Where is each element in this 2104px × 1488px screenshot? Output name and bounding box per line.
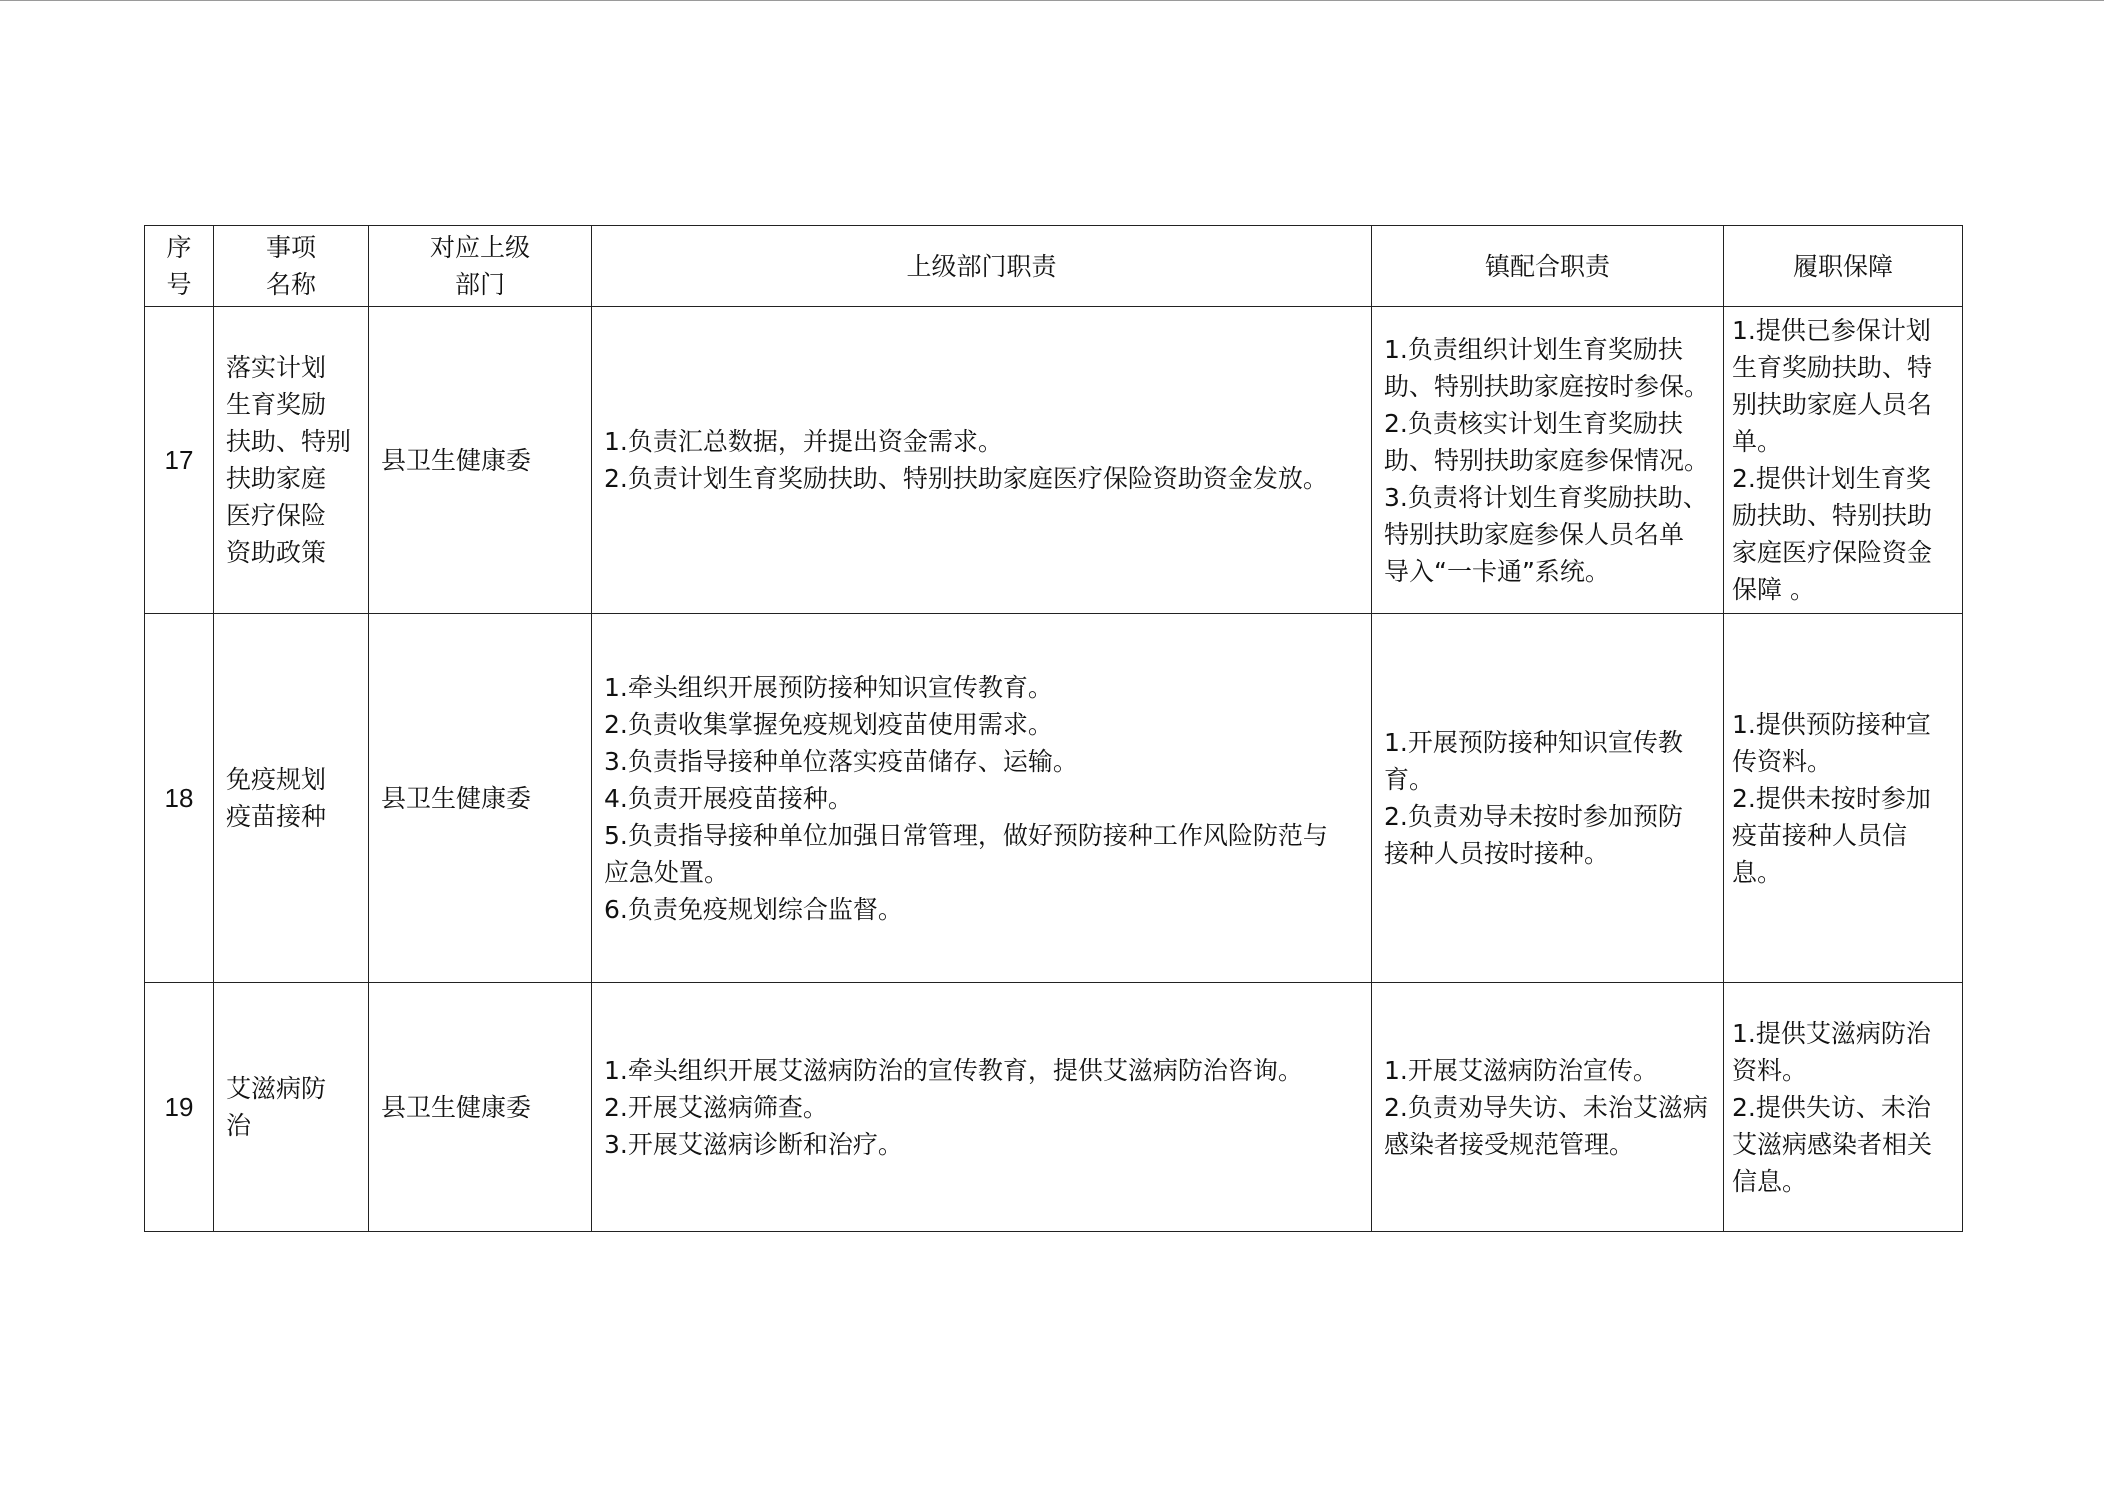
text-line: 艾滋病防 xyxy=(226,1074,327,1103)
text-line: 2.负责劝导失访、未治艾滋病 xyxy=(1384,1092,1708,1122)
text-line: 扶助、特别 xyxy=(226,427,352,456)
text-line: 3.开展艾滋病诊断和治疗。 xyxy=(604,1129,903,1159)
text-line: 接种人员按时接种。 xyxy=(1384,839,1610,868)
header-name-line: 名称 xyxy=(265,270,316,299)
text-line: 2.提供计划生育奖 xyxy=(1732,464,1931,493)
text-line: 1.提供已参保计划 xyxy=(1732,316,1931,345)
header-dept-line: 部门 xyxy=(454,270,505,299)
row-upper-duty xyxy=(592,983,1372,1232)
header-dept-line: 对应上级 xyxy=(429,233,530,262)
text-line: 疫苗接种人员信 xyxy=(1732,820,1908,850)
text-line: 1.开展艾滋病防治宣传。 xyxy=(1384,1055,1658,1085)
text-line: 治 xyxy=(226,1111,252,1140)
header-no xyxy=(145,226,214,307)
text-line: 感染者接受规范管理。 xyxy=(1384,1129,1635,1159)
text-line: 育。 xyxy=(1384,765,1435,794)
text-line: 疫苗接种 xyxy=(226,802,327,831)
text-line: 特别扶助家庭参保人员名单 xyxy=(1384,519,1685,549)
text-line: 信息。 xyxy=(1732,1166,1808,1196)
header-name-line: 事项 xyxy=(265,233,316,262)
text-line: 2.负责核实计划生育奖励扶 xyxy=(1384,408,1683,438)
row-dept: 县卫生健康委 xyxy=(369,614,592,983)
header-guarantee: 履职保障 xyxy=(1724,226,1963,307)
row-town-duty xyxy=(1372,614,1724,983)
row-town-duty xyxy=(1372,983,1724,1232)
text-line: 医疗保险 xyxy=(226,501,327,530)
text-line: 2.提供失访、未治 xyxy=(1732,1092,1931,1122)
text-line: 1.牵头组织开展预防接种知识宣传教育。 xyxy=(604,672,1053,702)
text-line: 传资料。 xyxy=(1732,746,1833,776)
table-header-row xyxy=(145,226,1963,307)
text-line: 艾滋病感染者相关 xyxy=(1732,1129,1933,1159)
row-dept: 县卫生健康委 xyxy=(369,983,592,1232)
row-guarantee xyxy=(1724,614,1963,983)
header-no-line: 序 xyxy=(166,233,192,262)
row-upper-duty xyxy=(592,307,1372,614)
row-item-name xyxy=(214,614,369,983)
table-row xyxy=(145,307,1963,614)
text-line: 1.开展预防接种知识宣传教 xyxy=(1384,728,1683,757)
table-row xyxy=(145,983,1963,1232)
text-line: 2.提供未按时参加 xyxy=(1732,783,1931,813)
text-line: 资助政策 xyxy=(226,538,327,567)
text-line: 1.负责汇总数据，并提出资金需求。 xyxy=(604,427,1003,456)
header-name xyxy=(214,226,369,307)
text-line: 息。 xyxy=(1732,857,1783,887)
row-dept: 县卫生健康委 xyxy=(369,307,592,614)
text-line: 1.提供预防接种宣 xyxy=(1732,709,1931,739)
text-line: 5.负责指导接种单位加强日常管理，做好预防接种工作风险防范与 xyxy=(604,820,1328,850)
text-line: 保障 。 xyxy=(1732,575,1815,604)
text-line: 助、特别扶助家庭参保情况。 xyxy=(1384,445,1710,475)
text-line: 生育奖励扶助、特 xyxy=(1732,353,1933,382)
text-line: 家庭医疗保险资金 xyxy=(1732,538,1933,567)
text-line: 免疫规划 xyxy=(226,765,327,794)
row-item-name xyxy=(214,307,369,614)
text-line: 2.负责收集掌握免疫规划疫苗使用需求。 xyxy=(604,709,1053,739)
text-line: 落实计划 xyxy=(226,353,327,382)
text-line: 2.负责劝导未按时参加预防 xyxy=(1384,802,1683,831)
page-top-border xyxy=(0,0,2104,1)
text-line: 2.开展艾滋病筛查。 xyxy=(604,1092,828,1122)
duty-table xyxy=(144,225,1963,1232)
row-no: 19 xyxy=(145,983,214,1232)
row-item-name xyxy=(214,983,369,1232)
text-line: 4.负责开展疫苗接种。 xyxy=(604,783,853,813)
text-line: 应急处置。 xyxy=(604,857,730,887)
row-guarantee xyxy=(1724,307,1963,614)
text-line: 导入“一卡通”系统。 xyxy=(1384,556,1610,586)
header-town-duty: 镇配合职责 xyxy=(1372,226,1724,307)
text-line: 1.负责组织计划生育奖励扶 xyxy=(1384,334,1683,364)
row-no: 18 xyxy=(145,614,214,983)
text-line: 生育奖励 xyxy=(226,390,327,419)
text-line: 6.负责免疫规划综合监督。 xyxy=(604,894,903,924)
row-no: 17 xyxy=(145,307,214,614)
text-line: 资料。 xyxy=(1732,1055,1808,1085)
text-line: 励扶助、特别扶助 xyxy=(1732,501,1933,530)
text-line: 3.负责将计划生育奖励扶助、 xyxy=(1384,482,1708,512)
row-town-duty xyxy=(1372,307,1724,614)
text-line: 助、特别扶助家庭按时参保。 xyxy=(1384,371,1710,401)
text-line: 3.负责指导接种单位落实疫苗储存、运输。 xyxy=(604,746,1078,776)
text-line: 扶助家庭 xyxy=(226,464,327,493)
table-row xyxy=(145,614,1963,983)
text-line: 1.牵头组织开展艾滋病防治的宣传教育，提供艾滋病防治咨询。 xyxy=(604,1055,1303,1085)
text-line: 单。 xyxy=(1732,427,1783,456)
row-guarantee xyxy=(1724,983,1963,1232)
header-no-line: 号 xyxy=(166,270,192,299)
row-upper-duty xyxy=(592,614,1372,983)
text-line: 别扶助家庭人员名 xyxy=(1732,390,1933,419)
text-line: 2.负责计划生育奖励扶助、特别扶助家庭医疗保险资助资金发放。 xyxy=(604,464,1328,493)
header-upper-duty: 上级部门职责 xyxy=(592,226,1372,307)
header-dept xyxy=(369,226,592,307)
text-line: 1.提供艾滋病防治 xyxy=(1732,1018,1931,1048)
